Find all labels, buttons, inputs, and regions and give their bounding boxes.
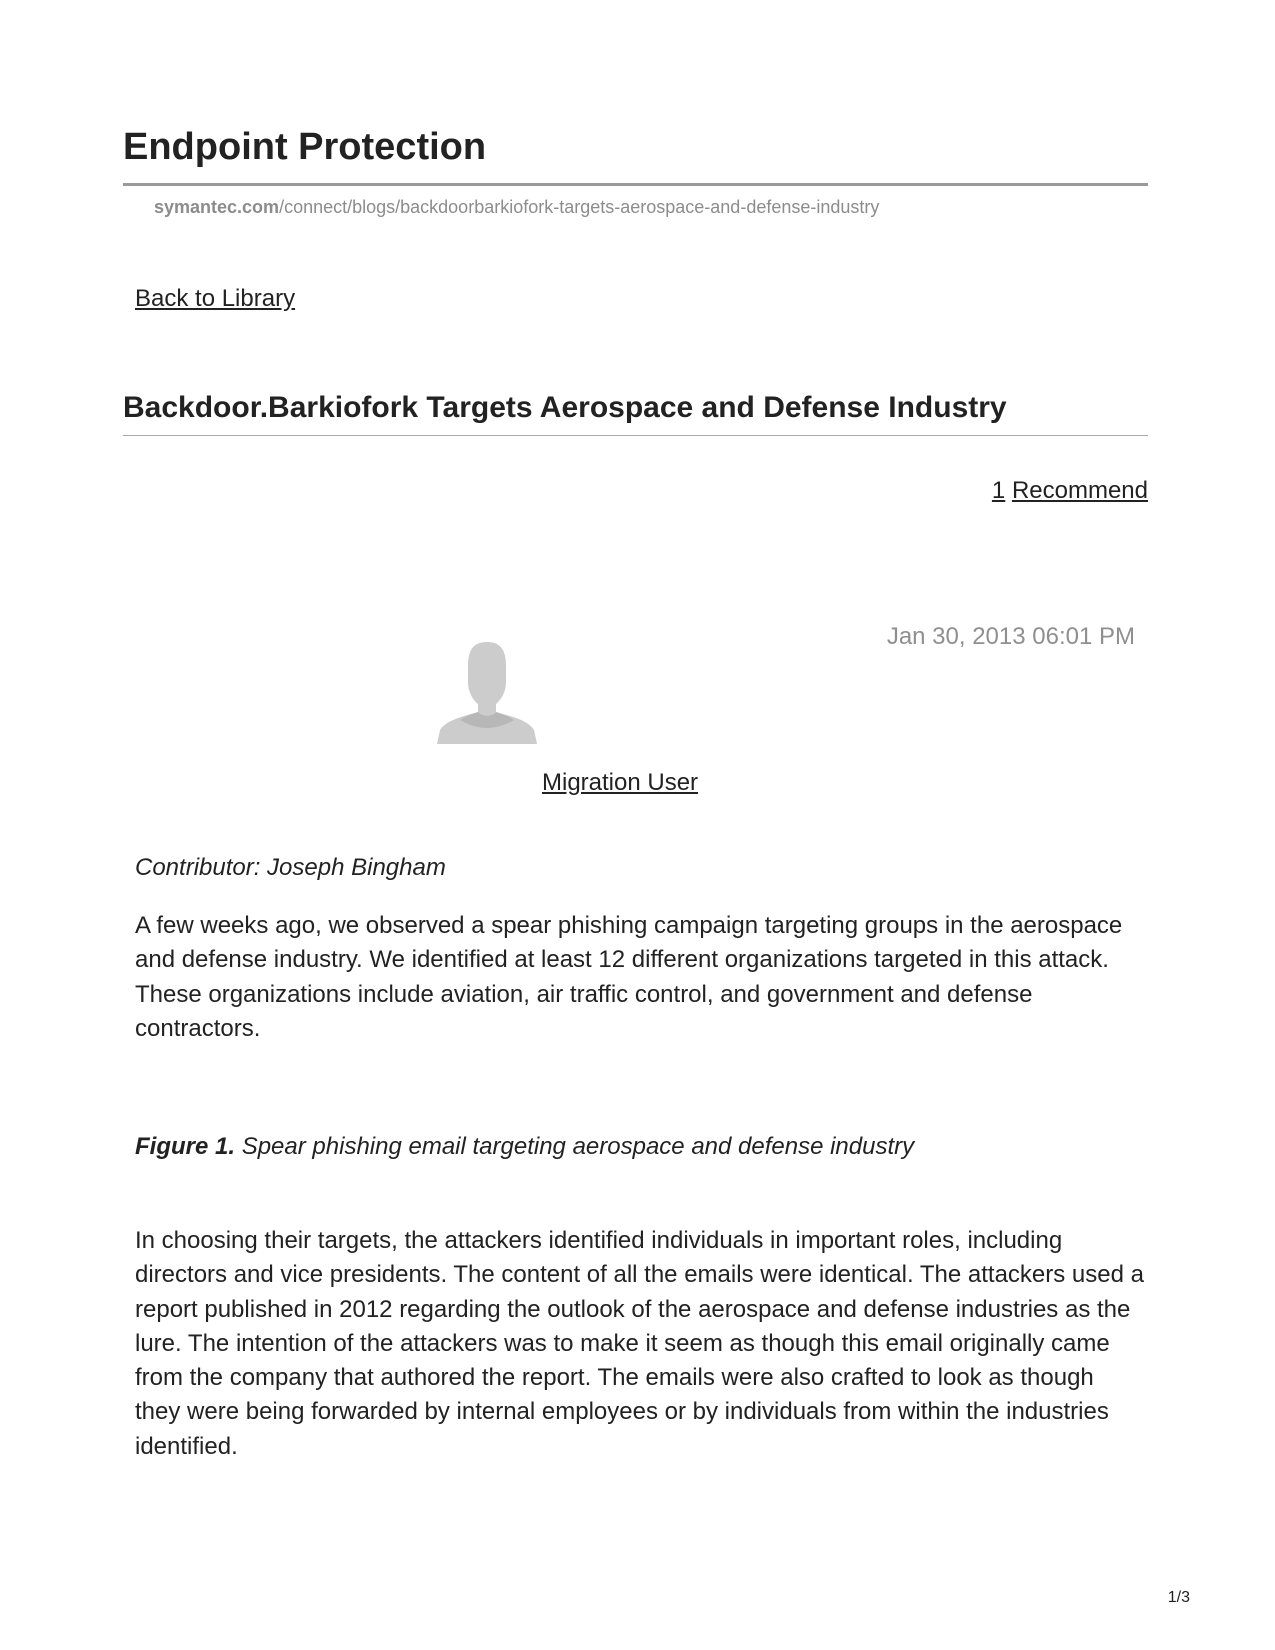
- page-number: 1/3: [1167, 1589, 1190, 1606]
- recommend-count-link[interactable]: 1: [991, 477, 1006, 504]
- url-path: /connect/blogs/backdoorbarkiofork-targets-aerospace-and-defense-industry: [279, 197, 880, 217]
- site-title: Endpoint Protection: [123, 126, 487, 168]
- figure-label: Figure 1.: [135, 1133, 236, 1160]
- post-date: Jan 30, 2013 06:01 PM: [886, 623, 1135, 650]
- figure-caption: [135, 1132, 914, 1162]
- url-domain: symantec.com: [154, 197, 280, 217]
- body-paragraph-1: A few weeks ago, we observed a spear phishing campaign targeting groups in the aerospace and defense industry. We identified at least 12 different organizations targeted in this attack. These organizations include aviation, air traffic control, and government and defense contractors.: [135, 912, 1123, 1042]
- body-paragraph-2: In choosing their targets, the attackers identified individuals in important roles, including directors and vice presidents. The content of all the emails were identical. The attackers used a report published in 2012 regarding the outlook of the aerospace and defense industries as the lure. The intention of the attackers was to make it seem as though this email originally came from the company that authored the report. The emails were also crafted to look as though they were being forwarded by internal employees or by individuals from within the industries identified.: [135, 1227, 1144, 1460]
- recommend-link[interactable]: Recommend: [1011, 477, 1148, 504]
- post-title: Backdoor.Barkiofork Targets Aerospace and Defense Industry: [123, 391, 1007, 424]
- figure-caption-text: Spear phishing email targeting aerospace and defense industry: [241, 1133, 915, 1160]
- recommend-widget: [992, 476, 1148, 506]
- contributor-line: Contributor: Joseph Bingham: [135, 854, 446, 881]
- post-title-divider: [123, 435, 1148, 436]
- page-url: [154, 196, 879, 218]
- title-divider: [123, 183, 1148, 186]
- back-to-library-link[interactable]: Back to Library: [135, 285, 296, 312]
- author-link[interactable]: Migration User: [542, 769, 699, 796]
- user-silhouette-icon: [434, 638, 540, 744]
